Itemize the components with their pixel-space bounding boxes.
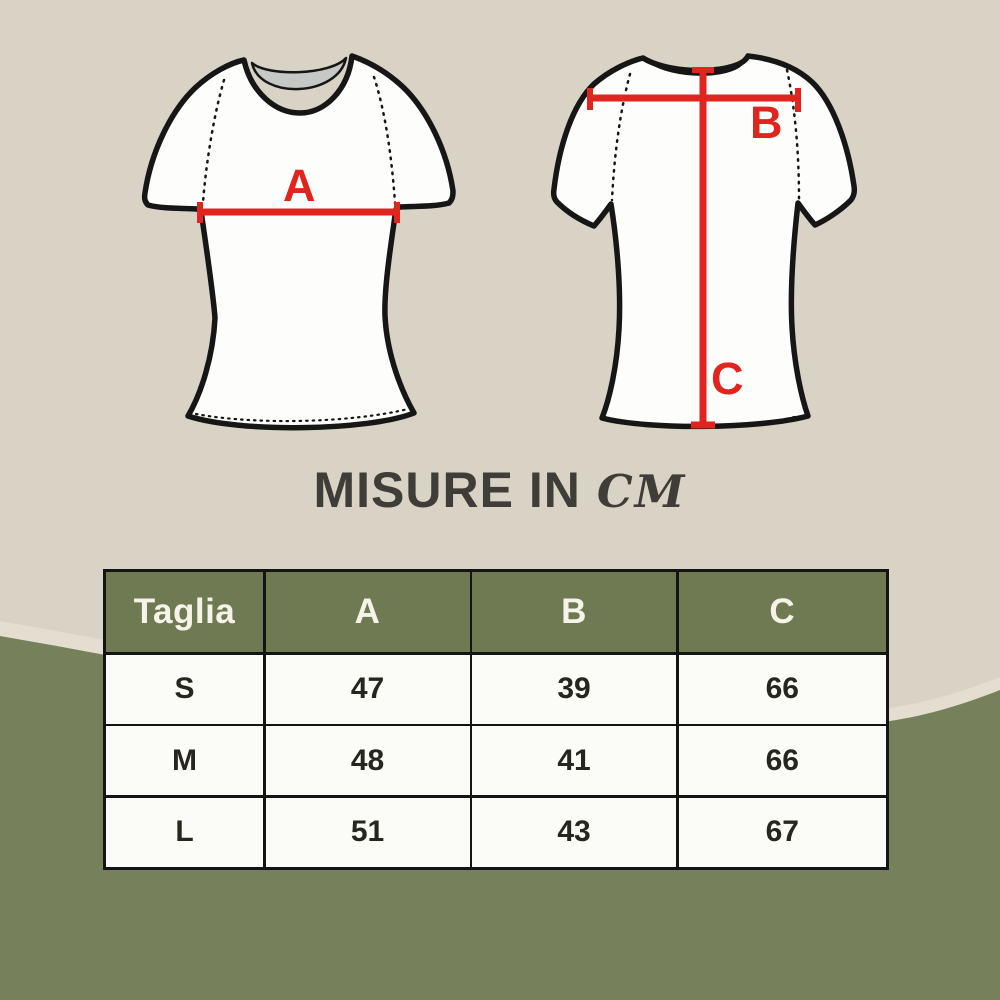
table-cell-s-b: 39 <box>472 655 676 724</box>
page-title <box>0 461 1000 519</box>
table-cell-m-a: 48 <box>266 726 470 795</box>
front-tshirt-illustration <box>145 56 453 428</box>
table-cell-l-b: 43 <box>472 798 676 867</box>
table-cell-m-b: 41 <box>472 726 676 795</box>
title-main-text: MISURE IN <box>313 462 581 518</box>
table-header-b: B <box>472 572 676 652</box>
table-header-taglia: Taglia <box>106 572 263 652</box>
table-header-c: C <box>679 572 887 652</box>
table-cell-l-a: 51 <box>266 798 470 867</box>
table-cell-size-l: L <box>106 798 263 867</box>
table-cell-l-c: 67 <box>679 798 887 867</box>
size-table <box>103 569 889 870</box>
table-header-a: A <box>266 572 470 652</box>
measure-label-b: B <box>750 97 783 148</box>
table-cell-s-c: 66 <box>679 655 887 724</box>
table-cell-size-m: M <box>106 726 263 795</box>
table-cell-size-s: S <box>106 655 263 724</box>
table-cell-s-a: 47 <box>266 655 470 724</box>
front-tshirt-body <box>145 56 453 428</box>
table-cell-m-c: 66 <box>679 726 887 795</box>
measure-label-c: C <box>711 353 744 404</box>
measure-label-a: A <box>283 160 316 211</box>
front-collar-inner-gray <box>252 58 346 89</box>
title-unit-text: CM <box>596 465 687 518</box>
